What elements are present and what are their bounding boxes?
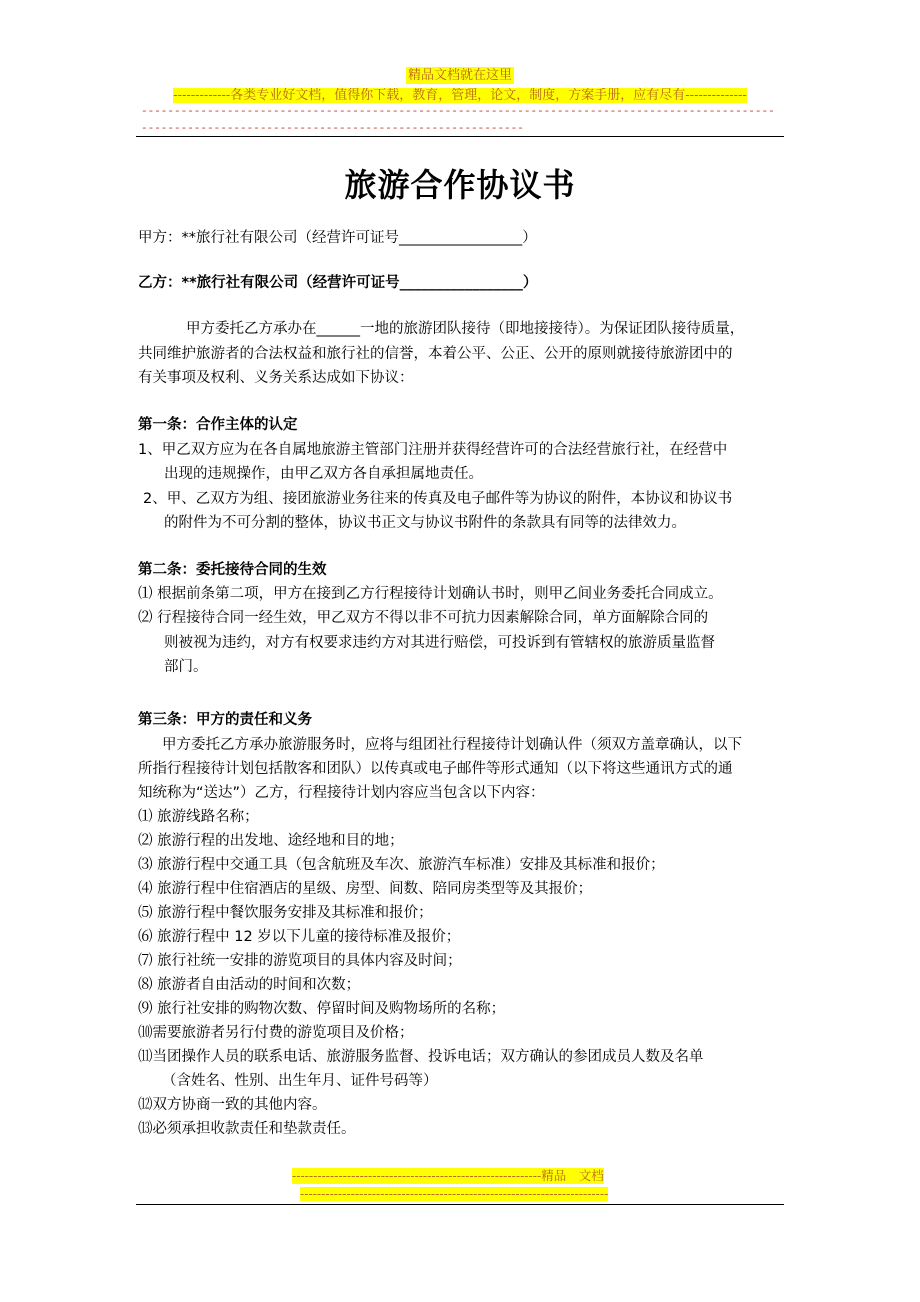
- article1-line: 1、甲乙双方应为在各自属地旅游主管部门注册并获得经营许可的合法经营旅行社，在经营中: [138, 442, 728, 458]
- intro-line-2: 共同维护旅游者的合法权益和旅行社的信誉，本着公平、公正、公开的原则就接待旅游团中的: [138, 346, 733, 362]
- article1-heading: 第一条：合作主体的认定: [138, 417, 298, 433]
- article3-heading: 第三条：甲方的责任和义务: [138, 712, 312, 728]
- article2-heading: 第二条：委托接待合同的生效: [138, 562, 327, 578]
- article3-item: ⑹ 旅游行程中 12 岁以下儿童的接待标准及报价；: [138, 929, 461, 945]
- header-tagline-text: -------------各类专业好文档，值得你下载，教育，管理，论文，制度，方案手册，应有尽有--------------: [173, 88, 747, 103]
- article3-intro-line: 知统称为“送达”）乙方，行程接待计划内容应当包含以下内容：: [138, 785, 545, 801]
- party-a: 甲方：**旅行社有限公司（经营许可证号_________________）: [138, 230, 537, 246]
- article2-line: ⑵ 行程接待合同一经生效，甲乙双方不得以非不可抗力因素解除合同，单方面解除合同的: [138, 610, 709, 626]
- article3-item: ⑶ 旅游行程中交通工具（包含航班及车次、旅游汽车标准）安排及其标准和报价；: [138, 857, 665, 873]
- article3-item: ⑵ 旅游行程的出发地、途经地和目的地；: [138, 833, 404, 849]
- article1-line: 2、甲、乙双方为组、接团旅游业务往来的传真及电子邮件等为协议的附件，本协议和协议书: [143, 491, 733, 507]
- article3-item: ⒀必须承担收款责任和垫款责任。: [138, 1121, 356, 1137]
- article2-line: ⑴ 根据前条第二项，甲方在接到乙方行程接待计划确认书时，则甲乙间业务委托合同成立。: [138, 586, 723, 602]
- header-banner-tagline: [0, 84, 920, 103]
- article3-item: ⑻ 旅游者自由活动的时间和次数；: [138, 977, 361, 993]
- footer-dash-line: -------------------------------------------------------------------------: [300, 1186, 609, 1201]
- article3-intro-line: 所指行程接待计划包括散客和团队）以传真或电子邮件等形式通知（以下将这些通讯方式的通: [138, 761, 733, 777]
- article3-item: ⑾当团操作人员的联系电话、旅游服务监督、投诉电话；双方确认的参团成员人数及名单: [138, 1049, 704, 1065]
- article3-item: （含姓名、性别、出生年月、证件号码等）: [162, 1073, 438, 1089]
- article3-item: ⑴ 旅游线路名称；: [138, 809, 259, 825]
- article3-intro-line: 甲方委托乙方承办旅游服务时，应将与组团社行程接待计划确认件（须双方盖章确认，以下: [162, 737, 742, 753]
- header-dash-line: ----------------------------------------------------------------------------------------------------------------------------------------------------------: [141, 106, 775, 135]
- article3-item: ⑽需要旅游者另行付费的游览项目及价格；: [138, 1025, 414, 1041]
- article3-item: ⑿双方协商一致的其他内容。: [138, 1097, 327, 1113]
- footer-banner: -----------------------------------------------------------精品 文档: [292, 1168, 604, 1183]
- intro-line-1: 甲方委托乙方承办在______一地的旅游团队接待（即地接接待）。为保证团队接待质量，: [186, 321, 745, 337]
- article3-item: ⑸ 旅游行程中餐饮服务安排及其标准和报价；: [138, 905, 433, 921]
- article2-line: 则被视为违约，对方有权要求违约方对其进行赔偿，可投诉到有管辖权的旅游质量监督: [164, 635, 715, 651]
- footer-rule: [136, 1204, 784, 1205]
- article2-line: 部门。: [164, 659, 208, 675]
- intro-line-3: 有关事项及权利、义务关系达成如下协议：: [138, 370, 414, 386]
- header-banner-title: [0, 64, 920, 83]
- document-title: 旅游合作协议书: [344, 166, 576, 204]
- article1-line: 出现的违规操作，由甲乙双方各自承担属地责任。: [164, 466, 483, 482]
- article3-item: ⑷ 旅游行程中住宿酒店的星级、房型、间数、陪同房类型等及其报价；: [138, 881, 593, 897]
- header-banner-text: 精品文档就在这里: [407, 68, 512, 83]
- header-rule: [136, 136, 784, 137]
- article3-item: ⑺ 旅行社统一安排的游览项目的具体内容及时间；: [138, 953, 462, 969]
- article3-item: ⑼ 旅行社安排的购物次数、停留时间及购物场所的名称；: [138, 1001, 506, 1017]
- article1-line: 的附件为不可分割的整体，协议书正文与协议书附件的条款具有同等的法律效力。: [164, 515, 686, 531]
- party-b: 乙方：**旅行社有限公司（经营许可证号_________________）: [138, 275, 538, 291]
